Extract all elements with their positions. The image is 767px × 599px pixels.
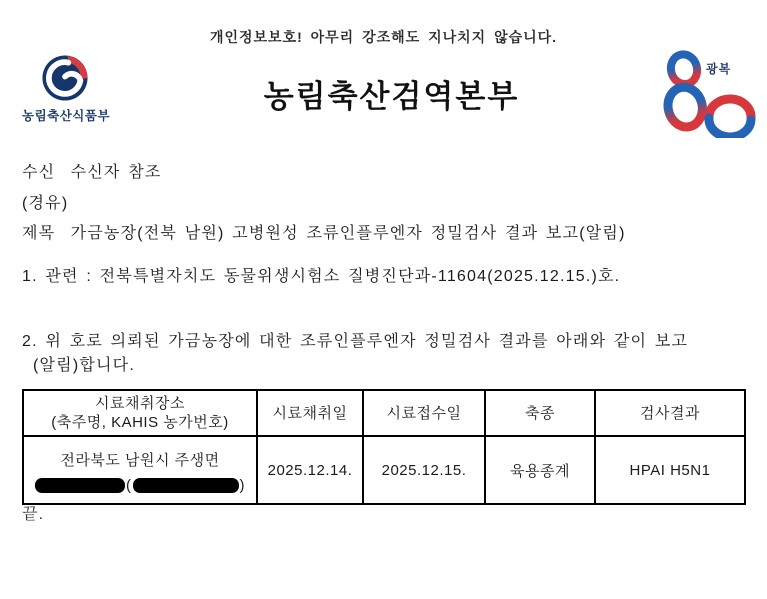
header-result: 검사결과 [595, 390, 745, 436]
cell-sample-place [23, 436, 257, 504]
table-row [23, 436, 745, 504]
cell-species: 육용종계 [485, 436, 595, 504]
table-header-row [23, 390, 745, 436]
header-sample-place [23, 390, 257, 436]
via-line: (경유) [22, 195, 69, 212]
test-result-table [22, 389, 746, 505]
header-sample-date: 시료채취일 [257, 390, 363, 436]
redaction-bar [35, 478, 125, 493]
privacy-slogan: 개인정보보호! 아무리 강조해도 지나치지 않습니다. [209, 29, 558, 45]
header-sample-place-line2: (축주명, KAHIS 농가번호) [51, 414, 229, 431]
gwangbok80-icon [648, 125, 760, 142]
report-statement-line1: 2. 위 호로 의뢰된 가금농장에 대한 조류인플루엔자 정밀검사 결과를 아래와 같이 보고 [22, 333, 689, 350]
cell-sample-date: 2025.12.14. [257, 436, 363, 504]
paren-close: ) [239, 476, 245, 494]
gwangbok80-label: 광복 [706, 62, 732, 76]
header-receive-date: 시료접수일 [363, 390, 485, 436]
mafra-logo-label: 농림축산식품부 [22, 109, 111, 123]
closing-mark: 끝. [22, 506, 45, 523]
gwangbok80-logo [648, 46, 760, 138]
recipient-line: 수신 수신자 참조 [22, 164, 162, 181]
redacted-owner-info [24, 477, 256, 494]
cell-receive-date: 2025.12.15. [363, 436, 485, 504]
subject-line: 제목 가금농장(전북 남원) 고병원성 조류인플루엔자 정밀검사 결과 보고(알림) [22, 225, 626, 242]
header-sample-place-line1: 시료채취장소 [95, 395, 185, 412]
related-reference-line: 1. 관련 : 전북특별자치도 동물위생시험소 질병진단과-11604(2025.12.15.)호. [22, 268, 621, 285]
header-species: 축종 [485, 390, 595, 436]
farm-location: 전라북도 남원시 주생면 [60, 451, 220, 469]
redaction-bar [133, 478, 239, 493]
report-statement-line2: (알림)합니다. [33, 357, 135, 374]
paren-open: ( [126, 476, 132, 494]
agency-title: 농림축산검역본부 [263, 79, 520, 114]
cell-result: HPAI H5N1 [595, 436, 745, 504]
